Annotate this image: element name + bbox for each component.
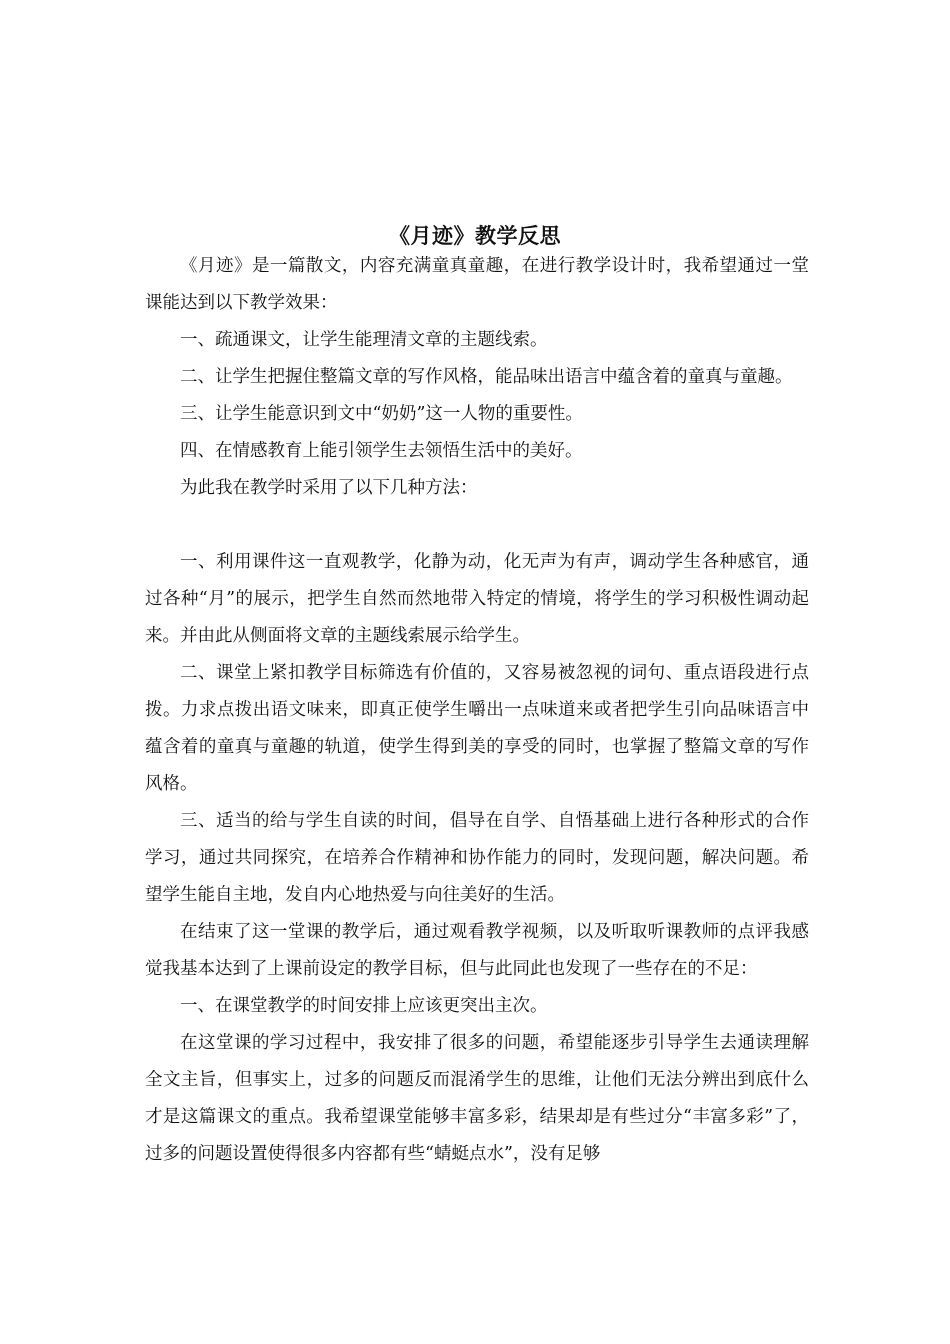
paragraph-method-2: 二、课堂上紧扣教学目标筛选有价值的，又容易被忽视的词句、重点语段进行点拨。力求点拨出语文味来，即真正使学生嚼出一点味道来或者把学生引向品味语言中蕴含着的童真与童趣的轨道，使学生得到美的享受的同时，也掌握了整篇文章的写作风格。 (145, 663, 809, 794)
paragraph-goal-2: 二、让学生把握住整篇文章的写作风格，能品味出语言中蕴含着的童真与童趣。 (180, 367, 793, 387)
paragraph-intro: 《月迹》是一篇散文，内容充满童真童趣，在进行教学设计时，我希望通过一堂课能达到以下教学效果： (145, 256, 809, 313)
paragraph-spacer (145, 507, 809, 544)
paragraph-goal-1: 一、疏通课文，让学生能理清文章的主题线索。 (180, 330, 548, 350)
paragraph-method-3: 三、适当的给与学生自读的时间，倡导在自学、自悟基础上进行各种形式的合作学习，通过共同探究，在培养合作精神和协作能力的同时，发现问题，解决问题。希望学生能自主地，发自内心地热爱与向往美好的生活。 (145, 811, 809, 905)
paragraph-goal-4: 四、在情感教育上能引领学生去领悟生活中的美好。 (180, 441, 583, 461)
paragraph-shortcoming-detail: 在这堂课的学习过程中，我安排了很多的问题，希望能逐步引导学生去通读理解全文主旨，但事实上，过多的问题反而混淆学生的思维，让他们无法分辨出到底什么才是这篇课文的重点。我希望课堂能够丰富多彩，结果却是有些过分“丰富多彩”了，过多的问题设置使得很多内容都有些“蜻蜓点水”，没有足够 (145, 1033, 809, 1164)
paragraph-method-1: 一、利用课件这一直观教学，化静为动，化无声为有声，调动学生各种感官，通过各种“月”的展示，把学生自然而然地带入特定的情境，将学生的学习积极性调动起来。并由此从侧面将文章的主题线索展示给学生。 (145, 552, 809, 646)
document-title: 《月迹》教学反思 (389, 223, 561, 248)
paragraph-shortcoming-1: 一、在课堂教学的时间安排上应该更突出主次。 (180, 996, 548, 1016)
paragraph-goal-3: 三、让学生能意识到文中“奶奶”这一人物的重要性。 (180, 404, 583, 424)
paragraph-reflection: 在结束了这一堂课的教学后，通过观看教学视频，以及听取听课教师的点评我感觉我基本达到了上课前设定的教学目标，但与此同此也发现了一些存在的不足： (145, 922, 809, 979)
paragraph-methods-intro: 为此我在教学时采用了以下几种方法： (180, 478, 478, 498)
document-body (145, 248, 809, 1173)
